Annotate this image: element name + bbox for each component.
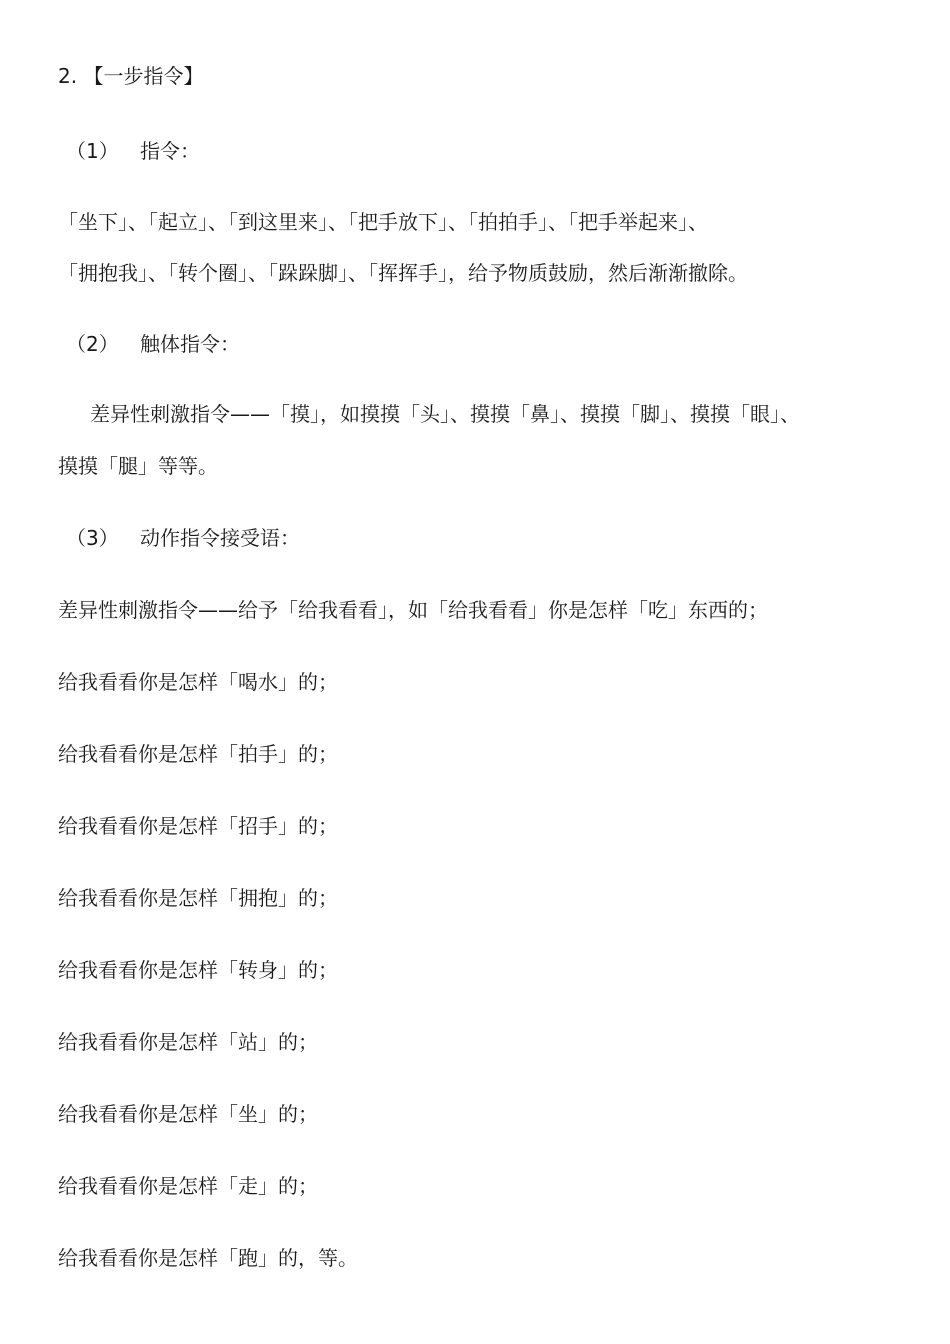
subsection-2-text-line-2: 摸摸「腿」等等。 <box>58 454 218 478</box>
subsection-3-title: 动作指令接受语： <box>140 526 300 550</box>
subsection-2-number: （2） <box>66 332 119 356</box>
subsection-3-intro: 差异性刺激指令——给予「给我看看」，如「给我看看」你是怎样「吃」东西的； <box>58 598 768 622</box>
example-line: 给我看看你是怎样「走」的； <box>58 1174 318 1198</box>
subsection-2-header <box>58 330 240 358</box>
example-line: 给我看看你是怎样「站」的； <box>58 1030 318 1054</box>
subsection-1-text-line-2: 「拥抱我」、「转个圈」、「跺跺脚」、「挥挥手」，给予物质鼓励，然后渐渐撤除。 <box>58 261 748 285</box>
example-line: 给我看看你是怎样「坐」的； <box>58 1102 318 1126</box>
subsection-1-header <box>58 137 200 165</box>
example-line: 给我看看你是怎样「拍手」的； <box>58 742 338 766</box>
example-line: 给我看看你是怎样「跑」的，等。 <box>58 1246 358 1270</box>
example-line: 给我看看你是怎样「转身」的； <box>58 958 338 982</box>
subsection-3-number: （3） <box>66 526 119 550</box>
subsection-2-text-line-1: 差异性刺激指令——「摸」，如摸摸「头」、摸摸「鼻」、摸摸「脚」、摸摸「眼」、 <box>90 402 800 426</box>
subsection-3-header <box>58 524 300 552</box>
subsection-2-title: 触体指令： <box>140 332 240 356</box>
example-line: 给我看看你是怎样「拥抱」的； <box>58 886 338 910</box>
example-line: 给我看看你是怎样「招手」的； <box>58 814 338 838</box>
subsection-1-text-line-1: 「坐下」、「起立」、「到这里来」、「把手放下」、「拍拍手」、「把手举起来」、 <box>58 210 708 234</box>
example-line: 给我看看你是怎样「喝水」的； <box>58 670 338 694</box>
subsection-1-title: 指令： <box>140 139 200 163</box>
subsection-1-number: （1） <box>66 139 119 163</box>
section-heading: 2. 【一步指令】 <box>58 64 204 88</box>
